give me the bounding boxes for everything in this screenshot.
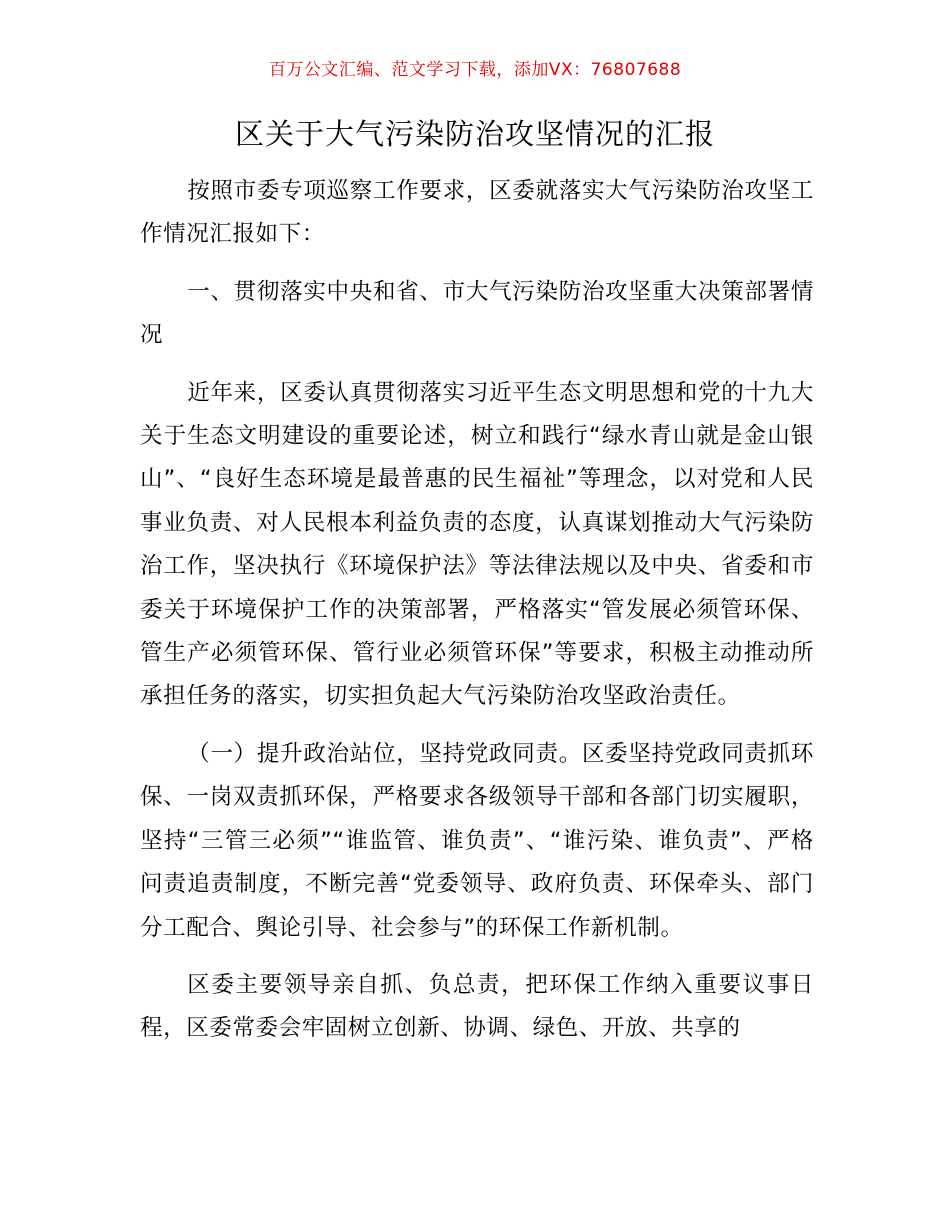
paragraph-subsection-1: （一）提升政治站位，坚持党政同责。区委坚持党政同责抓环保、一岗双责抓环保，严格要求各级领导干部和各部门切实履职，坚持“三管三必须”“谁监管、谁负责”、“谁污染、谁负责”、严格问责追责制度，不断完善“党委领导、政府负责、环保牵头、部门分工配合、舆论引导、社会参与”的环保工作新机制。 <box>140 740 814 941</box>
page-title: 区关于大气污染防治攻坚情况的汇报 <box>234 117 715 151</box>
watermark-banner: 百万公文汇编、范文学习下载，添加VX：76807688 <box>268 60 682 80</box>
document-body <box>140 170 814 1065</box>
paragraph-intro: 按照市委专项巡察工作要求，区委就落实大气污染防治攻坚工作情况汇报如下： <box>140 178 814 248</box>
paragraph-overview: 近年来，区委认真贯彻落实习近平生态文明思想和党的十九大关于生态文明建设的重要论述，树立和践行“绿水青山就是金山银山”、“良好生态环境是最普惠的民生福祉”等理念，以对党和人民事业负责、对人民根本利益负责的态度，认真谋划推动大气污染防治工作，坚决执行《环境保护法》等法律法规以及中央、省委和市委关于环境保护工作的决策部署，严格落实“管发展必须管环保、管生产必须管环保、管行业必须管环保”等要求，积极主动推动所承担任务的落实，切实担负起大气污染防治攻坚政治责任。 <box>140 379 814 710</box>
paragraph-leadership: 区委主要领导亲自抓、负总责，把环保工作纳入重要议事日程，区委常委会牢固树立创新、协调、绿色、开放、共享的 <box>140 971 814 1042</box>
section-heading-1: 一、贯彻落实中央和省、市大气污染防治攻坚重大决策部署情况 <box>140 278 814 349</box>
